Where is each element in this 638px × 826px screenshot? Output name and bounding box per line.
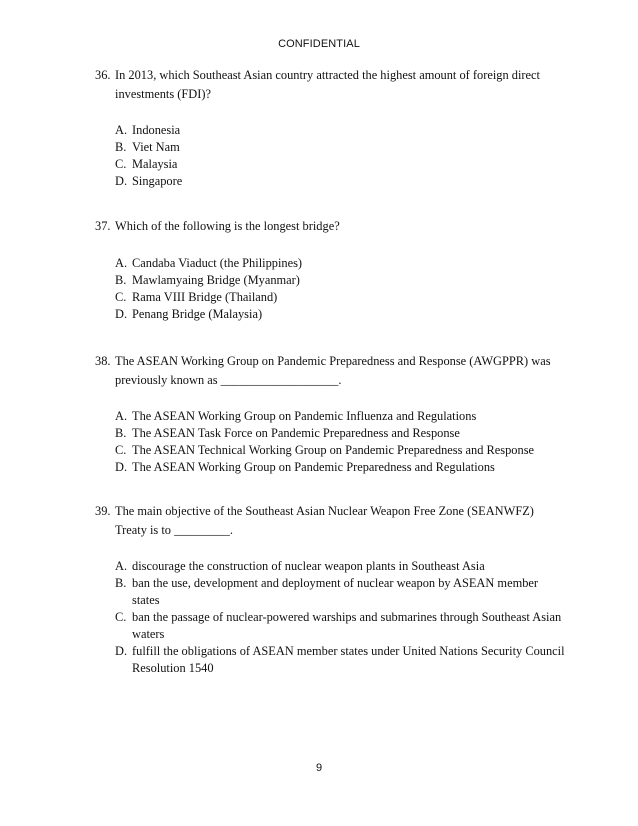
question-stem bbox=[95, 66, 565, 103]
option-list bbox=[115, 122, 565, 190]
option-d bbox=[115, 306, 565, 323]
option-letter: A. bbox=[115, 123, 128, 137]
option-text: The ASEAN Working Group on Pandemic Influenza and Regulations bbox=[132, 409, 477, 423]
question-39 bbox=[95, 502, 565, 689]
question-text: The main objective of the Southeast Asian Nuclear Weapon Free Zone (SEANWFZ) Treaty is to _________. bbox=[115, 504, 534, 537]
question-36 bbox=[95, 66, 565, 202]
option-letter: B. bbox=[115, 272, 127, 287]
option-d bbox=[115, 459, 565, 476]
option-list bbox=[115, 255, 565, 323]
option-letter: D. bbox=[115, 644, 128, 658]
option-text: The ASEAN Technical Working Group on Pandemic Preparedness and Response bbox=[132, 443, 535, 457]
question-text: In 2013, which Southeast Asian country attracted the highest amount of foreign direct investments (FDI)? bbox=[115, 68, 540, 101]
option-letter: C. bbox=[115, 289, 127, 304]
option-c bbox=[115, 609, 565, 643]
question-stem bbox=[95, 502, 565, 539]
option-letter: A. bbox=[115, 409, 128, 423]
option-text: Viet Nam bbox=[132, 140, 180, 154]
question-number: 36. bbox=[95, 68, 111, 82]
option-text: Indonesia bbox=[132, 123, 181, 137]
question-text: The ASEAN Working Group on Pandemic Preparedness and Response (AWGPPR) was previously known as ___________________. bbox=[115, 354, 551, 387]
option-b bbox=[115, 272, 565, 289]
option-a bbox=[115, 558, 565, 575]
option-letter: C. bbox=[115, 610, 127, 624]
option-a bbox=[115, 255, 565, 272]
option-text: Candaba Viaduct (the Philippines) bbox=[132, 255, 303, 270]
option-letter: D. bbox=[115, 174, 128, 188]
question-37 bbox=[95, 217, 565, 335]
option-text: discourage the construction of nuclear weapon plants in Southeast Asia bbox=[132, 559, 485, 573]
question-38 bbox=[95, 352, 565, 488]
option-c bbox=[115, 442, 565, 459]
option-c bbox=[115, 289, 565, 306]
option-letter: B. bbox=[115, 576, 127, 590]
option-b bbox=[115, 425, 565, 442]
option-text: Penang Bridge (Malaysia) bbox=[132, 306, 263, 321]
option-b bbox=[115, 139, 565, 156]
option-letter: A. bbox=[115, 559, 128, 573]
option-letter: C. bbox=[115, 443, 127, 457]
option-text: fulfill the obligations of ASEAN member states under United Nations Security Council Resolution 1540 bbox=[132, 644, 565, 675]
option-b bbox=[115, 575, 565, 609]
option-letter: B. bbox=[115, 140, 127, 154]
option-d bbox=[115, 173, 565, 190]
question-text: Which of the following is the longest bridge? bbox=[115, 219, 340, 233]
option-a bbox=[115, 408, 565, 425]
question-stem bbox=[95, 217, 565, 236]
option-d bbox=[115, 643, 565, 677]
option-text: Rama VIII Bridge (Thailand) bbox=[132, 289, 278, 304]
option-text: Mawlamyaing Bridge (Myanmar) bbox=[132, 272, 300, 287]
question-number: 38. bbox=[95, 354, 111, 368]
option-letter: A. bbox=[115, 255, 128, 270]
option-list bbox=[115, 408, 565, 476]
question-number: 39. bbox=[95, 504, 111, 518]
page-number: 9 bbox=[315, 762, 323, 774]
option-letter: B. bbox=[115, 426, 127, 440]
option-a bbox=[115, 122, 565, 139]
option-text: The ASEAN Task Force on Pandemic Preparedness and Response bbox=[132, 426, 460, 440]
option-letter: C. bbox=[115, 157, 127, 171]
option-text: The ASEAN Working Group on Pandemic Preparedness and Regulations bbox=[132, 460, 495, 474]
confidential-header: CONFIDENTIAL bbox=[278, 38, 360, 50]
option-text: ban the use, development and deployment of nuclear weapon by ASEAN member states bbox=[132, 576, 539, 607]
option-letter: D. bbox=[115, 460, 128, 474]
question-number: 37. bbox=[95, 219, 111, 233]
option-text: Singapore bbox=[132, 174, 183, 188]
option-letter: D. bbox=[115, 306, 128, 321]
option-text: ban the passage of nuclear-powered warships and submarines through Southeast Asian waters bbox=[132, 610, 562, 641]
option-text: Malaysia bbox=[132, 157, 178, 171]
option-c bbox=[115, 156, 565, 173]
question-stem bbox=[95, 352, 565, 389]
option-list bbox=[115, 558, 565, 677]
